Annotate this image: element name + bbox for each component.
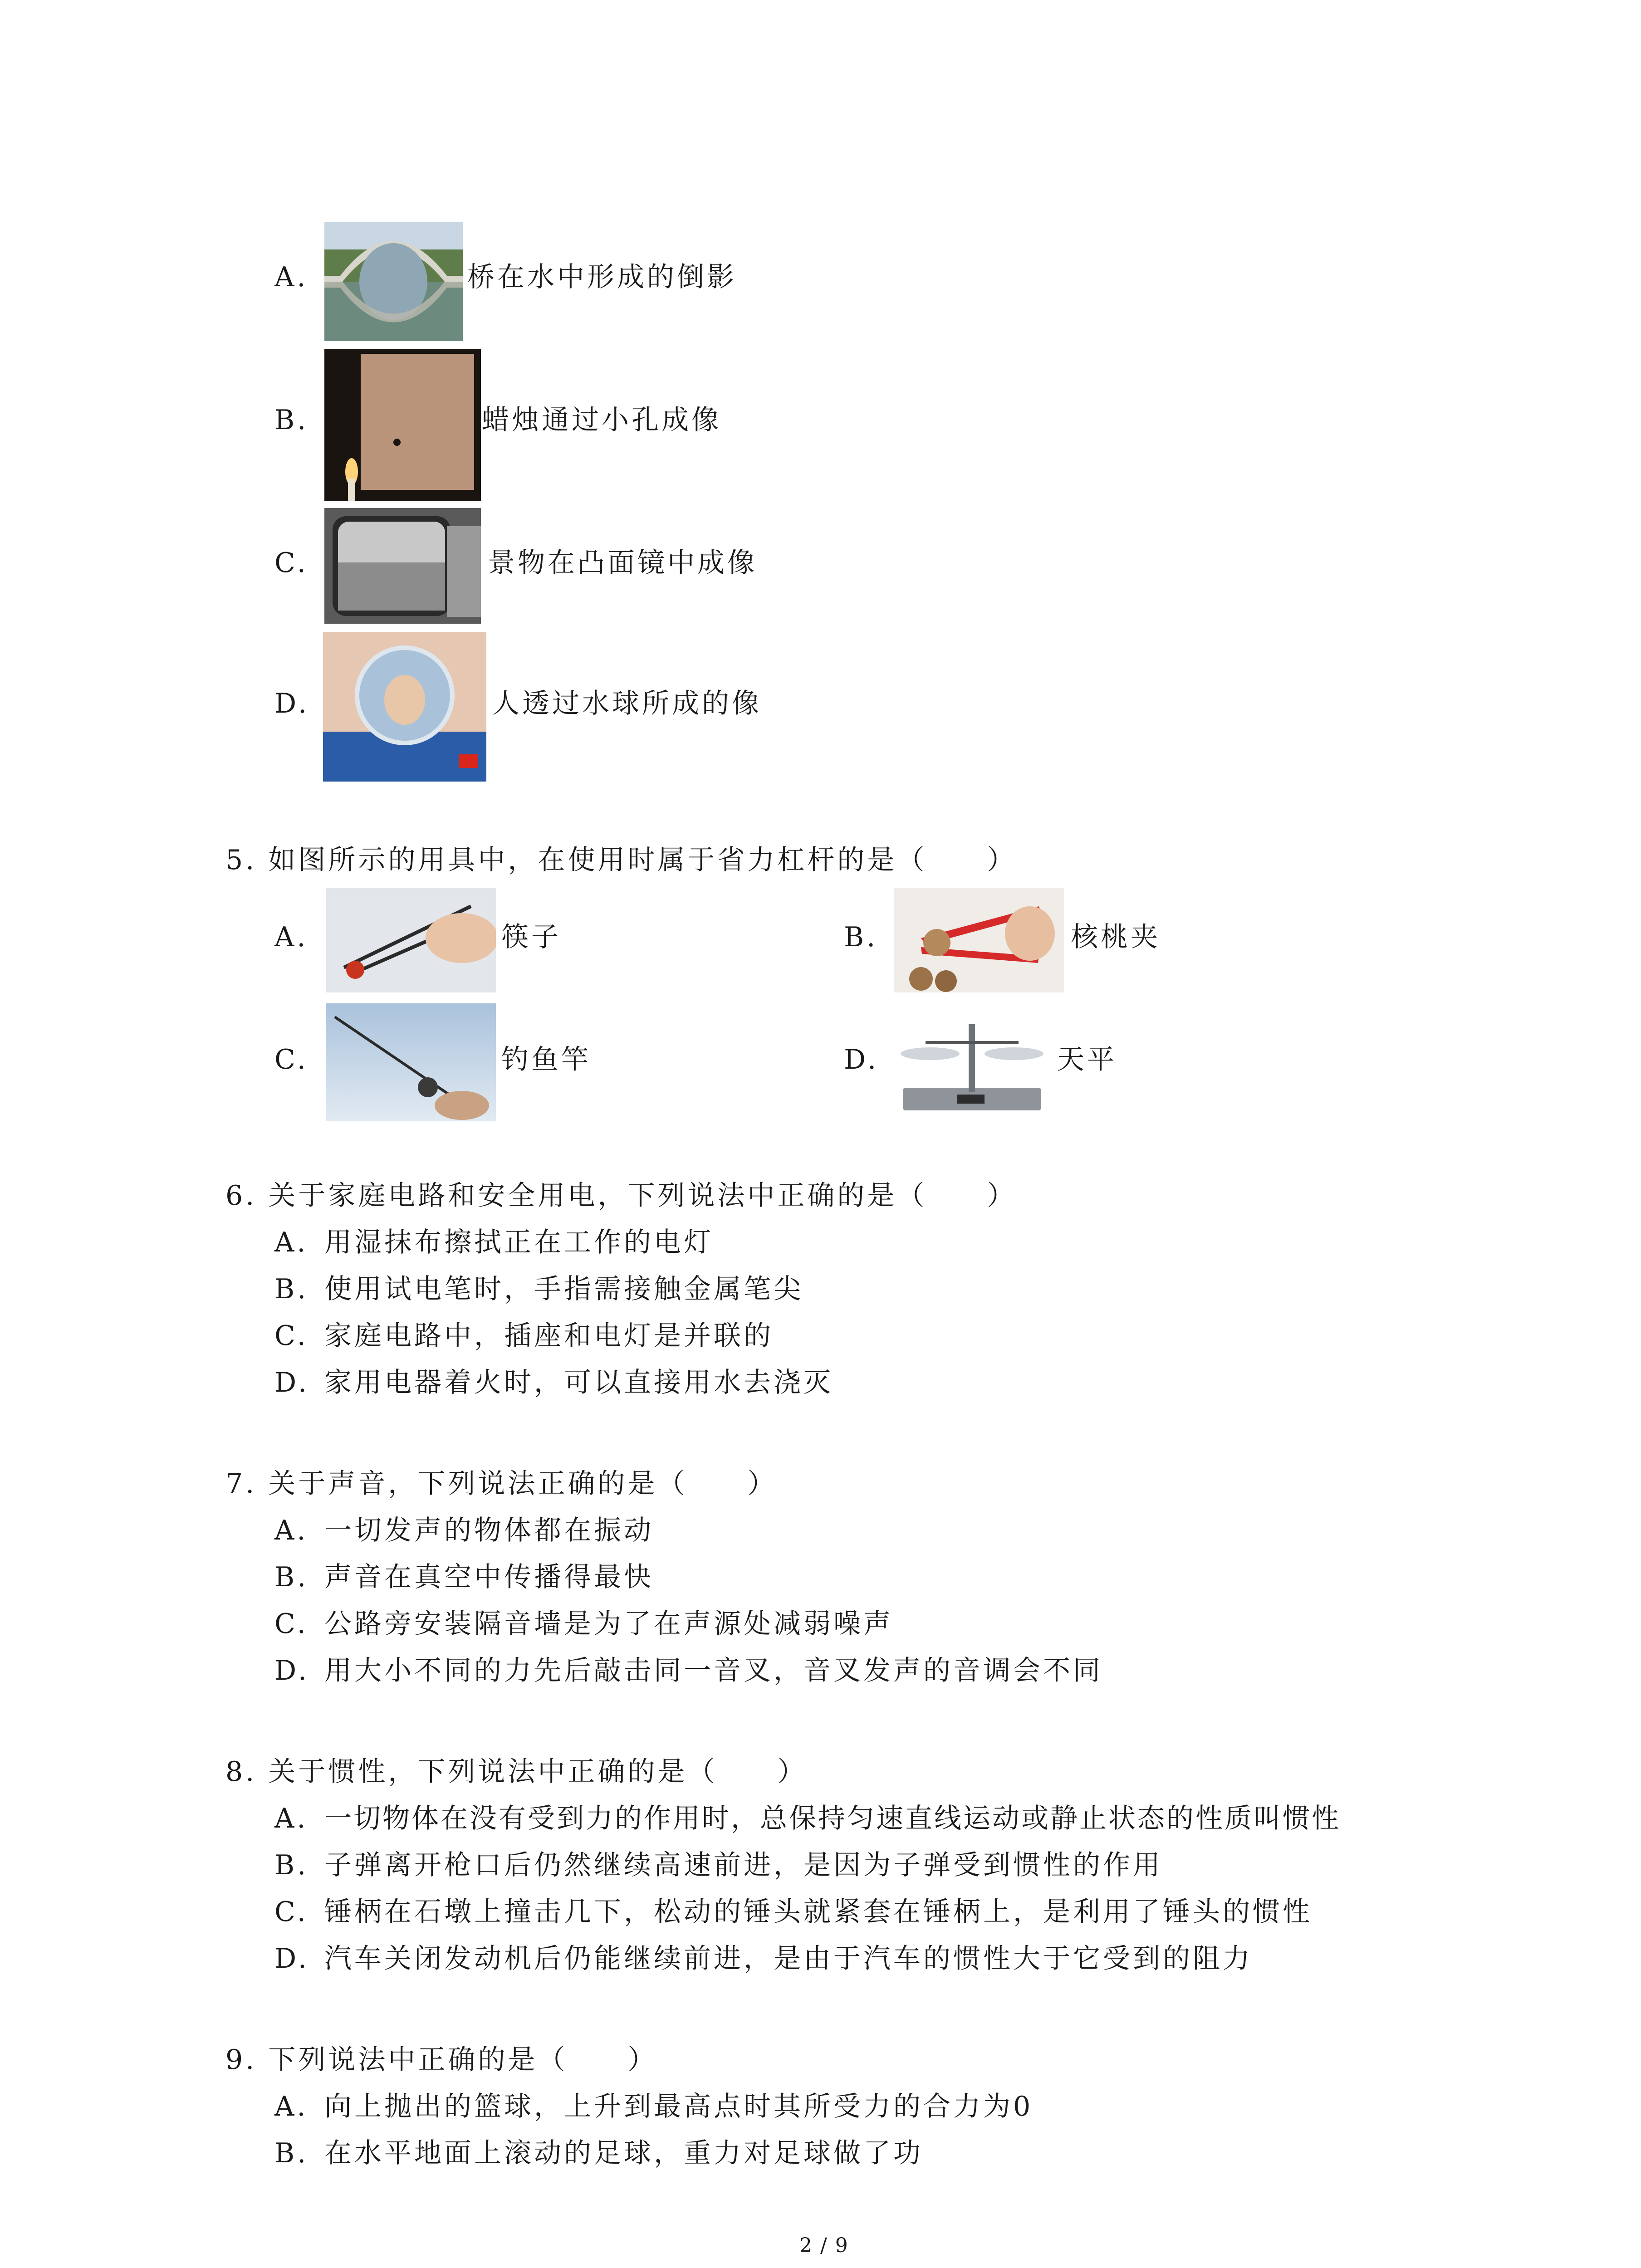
option-letter: A. [274, 261, 309, 293]
option-letter: C. [274, 1896, 309, 1928]
question-stem: 9. 下列说法中正确的是（ ） [225, 2044, 658, 2076]
arch-bridge-reflection-photo [324, 222, 463, 341]
option-letter: B. [844, 921, 878, 953]
option-text: 家庭电路中，插座和电灯是并联的 [324, 1320, 774, 1352]
candle-pinhole-photo [324, 349, 481, 501]
nutcracker-photo [894, 888, 1064, 992]
option-text: 锤柄在石墩上撞击几下，松动的锤头就紧套在锤柄上，是利用了锤头的惯性 [324, 1896, 1313, 1928]
option-text: 用大小不同的力先后敲击同一音叉，音叉发声的音调会不同 [324, 1655, 1103, 1686]
option-text: 使用试电笔时，手指需接触金属笔尖 [324, 1273, 803, 1305]
option-letter: C. [274, 1320, 309, 1352]
option-letter: C. [274, 1608, 309, 1640]
option-letter: A. [274, 1515, 309, 1546]
option-text: 在水平地面上滚动的足球，重力对足球做了功 [324, 2137, 923, 2169]
option-letter: D. [274, 688, 310, 719]
option-letter: B. [274, 1273, 309, 1305]
option-text: 子弹离开枪口后仍然继续高速前进，是因为子弹受到惯性的作用 [324, 1849, 1163, 1881]
water-ball-astronaut-photo [323, 632, 486, 782]
fishing-rod-photo [326, 1003, 496, 1121]
option-letter: D. [274, 1655, 310, 1686]
option-text: 家用电器着火时，可以直接用水去浇灭 [324, 1367, 833, 1398]
option-text: 桥在水中形成的倒影 [467, 261, 737, 293]
question-stem: 8. 关于惯性，下列说法中正确的是（ ） [225, 1756, 808, 1788]
question-stem: 6. 关于家庭电路和安全用电，下列说法中正确的是（ ） [225, 1180, 1017, 1212]
convex-mirror-photo [324, 508, 481, 624]
option-text: 公路旁安装隔音墙是为了在声源处减弱噪声 [324, 1608, 893, 1640]
option-text: 天平 [1057, 1044, 1117, 1075]
option-letter: A. [274, 2091, 309, 2122]
option-letter: B. [274, 404, 309, 436]
option-text: 汽车关闭发动机后仍能继续前进，是由于汽车的惯性大于它受到的阻力 [324, 1943, 1253, 1975]
option-letter: A. [274, 1803, 309, 1834]
page-number: 2 / 9 [799, 2234, 849, 2257]
option-text: 景物在凸面镜中成像 [488, 547, 757, 579]
option-letter: D. [844, 1044, 879, 1075]
balance-scale-photo [894, 1015, 1050, 1117]
option-text: 一切发声的物体都在振动 [324, 1515, 654, 1546]
option-text: 向上抛出的篮球，上升到最高点时其所受力的合力为0 [324, 2091, 1034, 2122]
option-text: 一切物体在没有受到力的作用时，总保持匀速直线运动或静止状态的性质叫惯性 [324, 1803, 1341, 1834]
option-text: 声音在真空中传播得最快 [324, 1561, 654, 1593]
option-letter: D. [274, 1943, 310, 1975]
option-letter: B. [274, 1849, 309, 1881]
option-letter: A. [274, 921, 309, 953]
option-letter: C. [274, 547, 309, 579]
option-letter: A. [274, 1227, 309, 1258]
option-letter: C. [274, 1044, 309, 1075]
option-text: 钓鱼竿 [501, 1044, 591, 1075]
question-stem: 7. 关于声音，下列说法正确的是（ ） [225, 1468, 778, 1500]
option-text: 筷子 [501, 921, 561, 953]
option-text: 核桃夹 [1071, 921, 1161, 953]
question-stem: 5. 如图所示的用具中，在使用时属于省力杠杆的是（ ） [225, 844, 1017, 876]
option-letter: D. [274, 1367, 310, 1398]
option-text: 人透过水球所成的像 [492, 688, 762, 719]
option-letter: B. [274, 1561, 309, 1593]
option-text: 蜡烛通过小孔成像 [482, 404, 721, 436]
option-text: 用湿抹布擦拭正在工作的电灯 [324, 1227, 714, 1258]
option-letter: B. [274, 2137, 309, 2169]
chopsticks-photo [326, 888, 496, 992]
